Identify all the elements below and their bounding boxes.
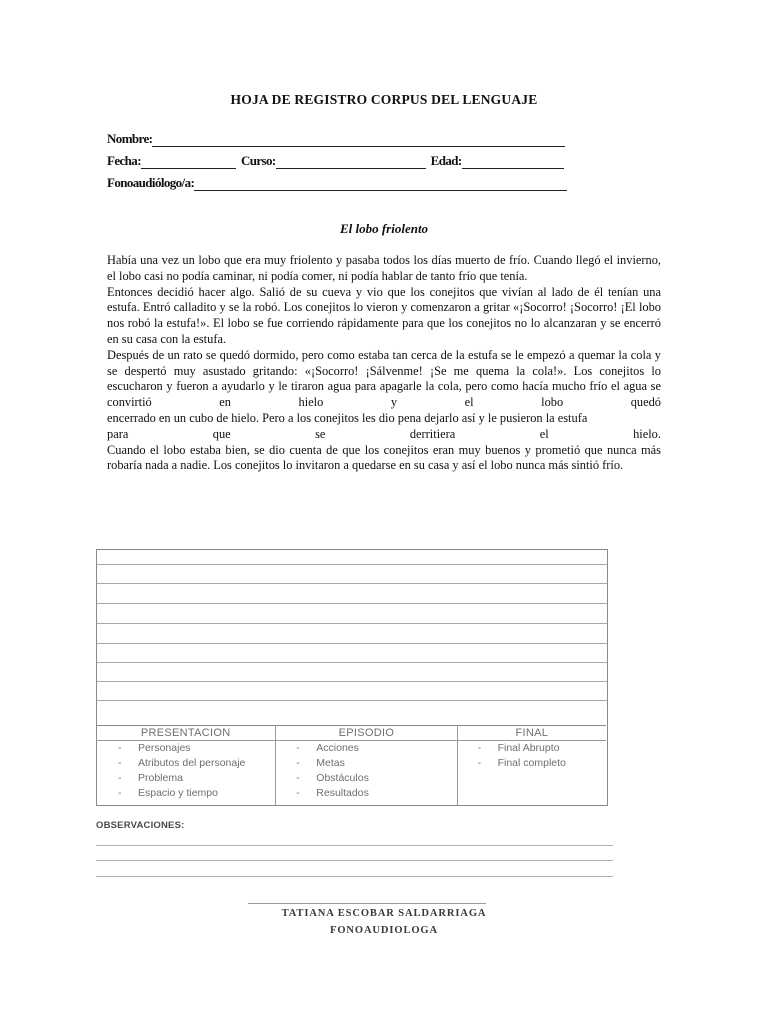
ruled-line [97, 583, 607, 584]
signature-role: FONOAUDIOLOGA [330, 925, 438, 936]
narrative-structure-table [96, 725, 606, 805]
story-word: el [539, 426, 549, 441]
story-paragraph [107, 427, 661, 443]
fonoaudiologo-label: Fonoaudiólogo/a: [107, 175, 195, 190]
fecha-label: Fecha: [107, 153, 141, 168]
list-item: - Final Abrupto [477, 742, 560, 754]
nombre-field[interactable] [152, 134, 565, 147]
final-header: FINAL [458, 726, 606, 741]
story-paragraph: Después de un rato se quedó dormido, pero como estaba tan cerca de la estufa se le empezó a quemar la cola y se despertó muy asustado gritando: «¡Socorro! ¡Sálvenme! ¡Se me quema la cola!». Los conejitos lo escucharon y fueron a ayudarlo y le tiraron agua para apagarle la cola, pero como hacía mucho frío el agua se convirtió en hielo y el lobo quedó [107, 347, 661, 410]
edad-field[interactable] [462, 156, 564, 169]
list-item: - Problema [118, 772, 183, 784]
observaciones-line[interactable] [96, 860, 613, 861]
presentacion-column [96, 726, 276, 805]
story-word: para [107, 426, 129, 441]
list-item: - Final completo [477, 757, 566, 769]
observaciones-label: OBSERVACIONES: [96, 820, 185, 831]
list-item: - Personajes [118, 742, 191, 754]
ruled-line [97, 681, 607, 682]
final-column [458, 726, 606, 805]
episodio-column [276, 726, 457, 805]
nombre-row [107, 131, 565, 147]
story-word: que [212, 426, 231, 441]
page-title: HOJA DE REGISTRO CORPUS DEL LENGUAJE [230, 92, 538, 107]
story-paragraph: Entonces decidió hacer algo. Salió de su cueva y vio que los conejitos que vivían al lado de él tenían una estufa. Entró calladito y se la robó. Los conejitos lo vieron y comenzaron a gritar «¡Socorro! ¡Socorro! ¡El lobo nos robó la estufa!». El lobo se fue corriendo rápidamente para que los conejitos no lo alcanzaran y se encerró en su casa con la estufa. [107, 284, 661, 346]
story-paragraph: Cuando el lobo estaba bien, se dio cuenta de que los conejitos eran muy buenos y prometió que nunca más robaría nada a nadie. Los conejitos lo invitaron a quedarse en su casa y así el lobo nunca más sintió frío. [107, 442, 661, 473]
story-word: derritiera [409, 426, 456, 441]
episodio-header: EPISODIO [276, 726, 456, 741]
story-paragraph: encerrado en un cubo de hielo. Pero a los conejitos les dio pena dejarlo así y le pusieron la estufa [107, 410, 588, 425]
fonoaudiologo-row [107, 175, 567, 191]
ruled-line [97, 662, 607, 663]
nombre-label: Nombre: [107, 131, 153, 146]
ruled-line [97, 564, 607, 565]
observaciones-line[interactable] [96, 876, 613, 877]
ruled-line [97, 603, 607, 604]
curso-label: Curso: [240, 153, 276, 168]
story-paragraph: Había una vez un lobo que era muy friolento y pasaba todos los días muerto de frío. Cuando llegó el invierno, el lobo casi no podía caminar, ni podía comer, ni podía hablar de tanto frío que tenía. [107, 253, 661, 283]
list-item: - Resultados [296, 787, 369, 799]
story-word: se [315, 426, 326, 441]
list-item: - Espacio y tiempo [118, 787, 218, 799]
signature-line [248, 903, 486, 904]
list-item: - Metas [296, 757, 345, 769]
ruled-line [97, 623, 607, 624]
list-item: - Atributos del personaje [118, 757, 246, 769]
list-item: - Acciones [296, 742, 359, 754]
story-word: hielo. [633, 426, 661, 441]
edad-label: Edad: [430, 153, 462, 168]
story-text [107, 253, 661, 474]
observaciones-line[interactable] [96, 845, 613, 846]
list-item: - Obstáculos [296, 772, 369, 784]
fecha-row [107, 153, 564, 169]
presentacion-header: PRESENTACION [96, 726, 275, 741]
fonoaudiologo-field[interactable] [194, 178, 567, 191]
curso-field[interactable] [276, 156, 426, 169]
fecha-field[interactable] [141, 156, 236, 169]
story-title: El lobo friolento [339, 221, 429, 236]
signature-name: TATIANA ESCOBAR SALDARRIAGA [281, 908, 487, 919]
ruled-line [97, 700, 607, 701]
ruled-line [97, 643, 607, 644]
